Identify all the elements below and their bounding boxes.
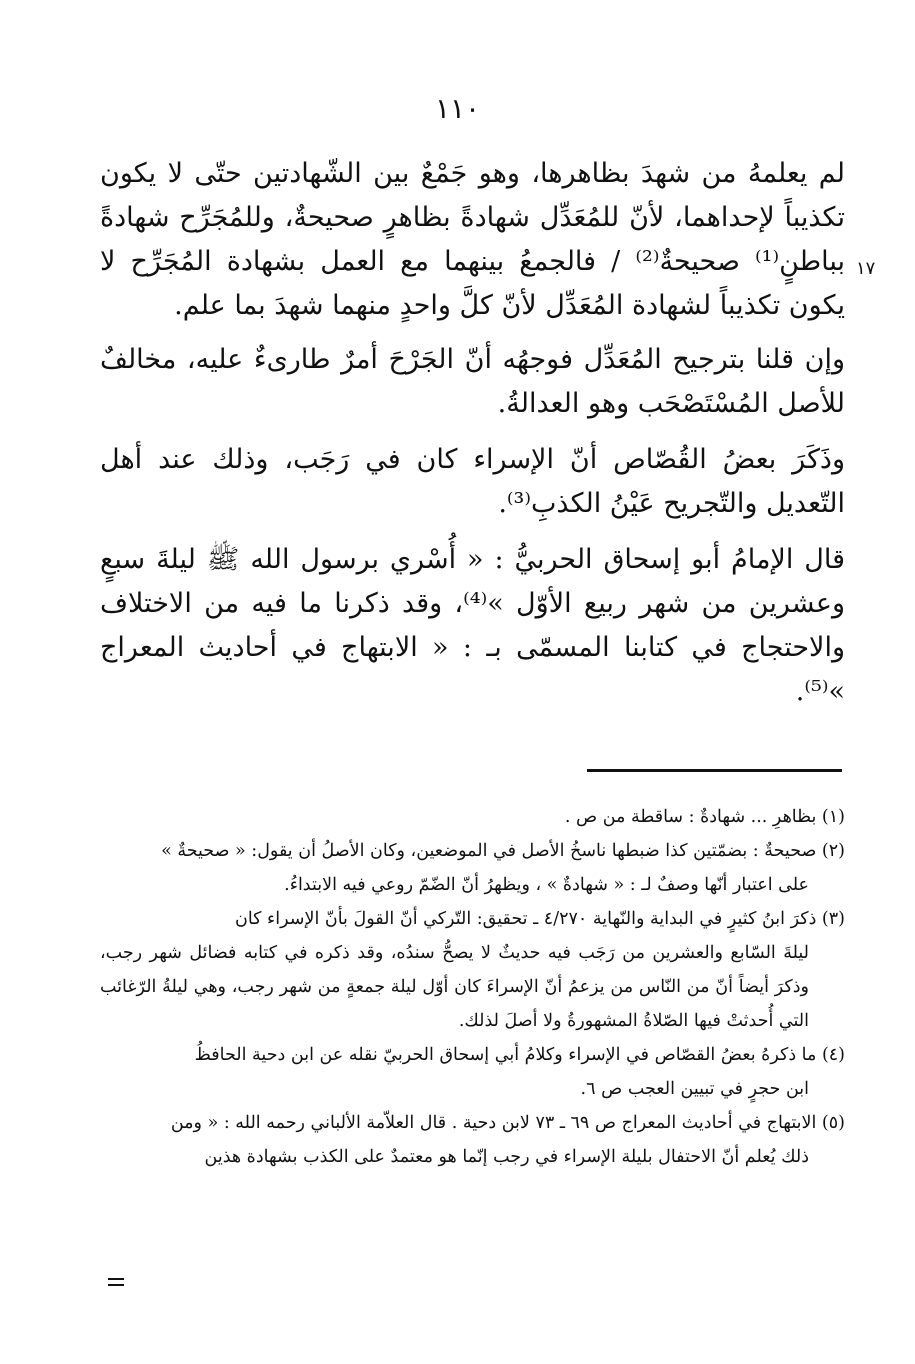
paragraph: وذَكَرَ بعضُ القُصّاص أنّ الإسراء كان في رَجَب، وذلك عند أهل التّعديل والتّجريح عَيْنُ الكذبِ⁽³⁾. xyxy=(100,444,845,519)
footnote-text: (٣) ذكرَ ابنُ كثيرٍ في البداية والنّهاية ٤/٢٧٠ ـ تحقيق: التّركي أنّ القولَ بأنّ الإسراء كان xyxy=(234,909,845,929)
footnote-continuation: على اعتبار أنّها وصفٌ لـ : « شهادةٌ » ، ويظهرُ أنّ الضّمّ روعي فيه الابتداءُ. xyxy=(284,875,809,895)
footnote-text: (٢) صحيحةٌ : بضمّتين كذا ضبطها ناسخُ الأصل في الموضعين، وكان الأصلُ أن يقول: « صحيحةٌ » xyxy=(161,841,845,861)
footnote xyxy=(100,1106,845,1174)
footnote-continuation: ذلك يُعلم أنّ الاحتفال بليلة الإسراء في رجب إنّما هو معتمدٌ على الكذب بشهادة هذين xyxy=(204,1147,809,1167)
continuation-mark xyxy=(108,1278,124,1286)
footnote-text: (٤) ما ذكرهُ بعضُ القصّاص في الإسراء وكلامُ أبي إسحاق الحربيّ نقله عن ابن دحية الحافظُ xyxy=(194,1045,845,1065)
footnote-text: (١) بظاهرِ ... شهادةٌ : ساقطة من ص . xyxy=(564,807,845,827)
page-number: ١١٠ xyxy=(434,92,481,125)
paragraph: وإن قلنا بترجيح المُعَدِّل فوجهُه أنّ الجَرْحَ أمرٌ طارىءٌ عليه، مخالفٌ للأصل المُسْتَصْحَب وهو العدالةُ. xyxy=(100,344,845,419)
footnote-separator xyxy=(587,769,842,772)
paragraph: قال الإمامُ أبو إسحاق الحربيُّ : « أُسْري برسول الله ﷺ ليلةَ سبعٍ وعشرين من شهر ربيع الأوّل »⁽⁴⁾، وقد ذكرنا ما فيه من الاختلاف والاحتجاج في كتابنا المسمّى بـ : « الابتهاج في أحاديث المعراج »⁽⁵⁾. xyxy=(100,544,846,707)
main-text xyxy=(100,152,845,726)
footnote xyxy=(100,1038,845,1106)
footnote-continuation: ليلةَ السّابع والعشرين من رَجَب فيه حديثٌ لا يصحُّ سندُه، وقد ذكره في كتابه فضائل شهر رجب، وذكرَ أيضاً أنّ من النّاس من يزعمُ أنّ الإسراءَ كان أوّل ليلة جمعةٍ من شهر رجب، وهي ليلةُ الرّغائب التي أُحدثتْ فيها الصّلاةُ المشهورةُ ولا أصلَ لذلك. xyxy=(100,943,809,1031)
footnote-text: (٥) الابتهاج في أحاديث المعراج ص ٦٩ ـ ٧٣ لابن دحية . قال العلاّمة الألباني رحمه الله : « ومن xyxy=(170,1113,845,1133)
footnotes xyxy=(100,800,845,1174)
footnote-continuation: ابن حجرٍ في تبيين العجب ص ٦. xyxy=(580,1079,809,1099)
footnote xyxy=(100,800,845,834)
line-marker: ١٧ xyxy=(856,258,876,279)
footnote xyxy=(100,834,845,902)
paragraph: لم يعلمهُ من شهدَ بظاهرها، وهو جَمْعٌ بين الشّهادتين حتّى لا يكون تكذيباً لإحداهما، لأنّ للمُعَدِّل شهادةً بظاهرٍ صحيحةٌ، وللمُجَرِّح شهادةً بباطنٍ⁽¹⁾ صحيحةٌ⁽²⁾ / فالجمعُ بينهما مع العمل بشهادة المُجَرِّح لا يكون تكذيباً لشهادة المُعَدِّل لأنّ كلَّ واحدٍ منهما شهدَ بما علم. xyxy=(100,158,845,321)
footnote xyxy=(100,902,845,1038)
